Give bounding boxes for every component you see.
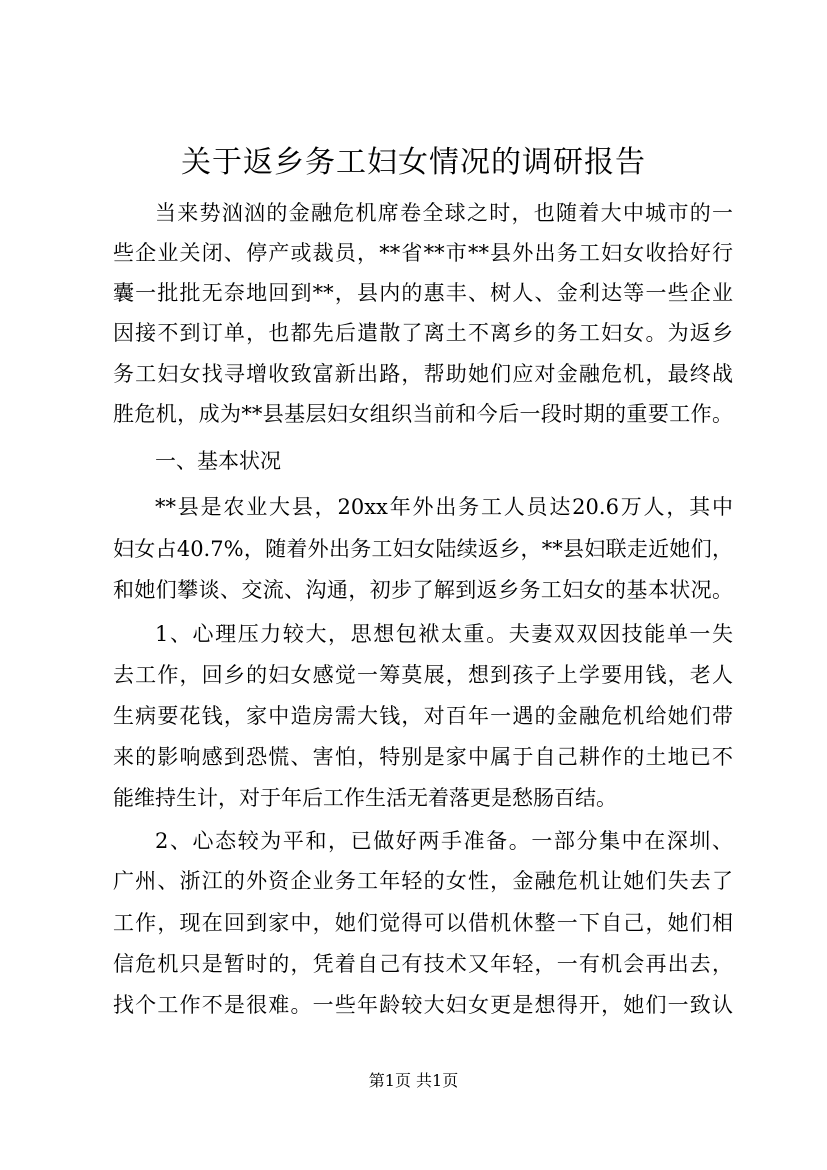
paragraph-line: 和她们攀谈、交流、沟通，初步了解到返乡务工妇女的基本状况。 [113,578,733,602]
paragraph-line: **县是农业大县，20xx年外出务工人员达20.6万人，其中 [155,495,733,519]
paragraph-line: 务工妇女找寻增收致富新出路，帮助她们应对金融危机，最终战 [113,362,733,386]
paragraph-line: 胜危机，成为**县基层妇女组织当前和今后一段时期的重要工作。 [113,402,733,426]
paragraph-line: 囊一批批无奈地回到**，县内的惠丰、树人、金利达等一些企业 [113,281,733,305]
paragraph-line: 广州、浙江的外资企业务工年轻的女性，金融危机让她们失去了 [113,869,733,893]
paragraph-line: 些企业关闭、停产或裁员，**省**市**县外出务工妇女收拾好行 [113,241,733,265]
paragraph-line: 2、心态较为平和，已做好两手准备。一部分集中在深圳、 [155,829,733,853]
paragraph-line: 生病要花钱，家中造房需大钱，对百年一遇的金融危机给她们带 [113,704,733,728]
paragraph-line: 来的影响感到恐慌、害怕，特别是家中属于自己耕作的土地已不 [113,745,733,769]
paragraph-line: 找个工作不是很难。一些年龄较大妇女更是想得开，她们一致认 [113,993,733,1017]
page-title: 关于返乡务工妇女情况的调研报告 [181,145,646,180]
page-footer: 第1页 共1页 [368,1071,459,1090]
section-heading: 一、基本状况 [155,449,281,473]
paragraph-line: 1、心理压力较大，思想包袱太重。夫妻双双因技能单一失 [155,622,733,646]
paragraph-line: 能维持生计，对于年后工作生活无着落更是愁肠百结。 [113,786,617,810]
paragraph-line: 妇女占40.7%，随着外出务工妇女陆续返乡，**县妇联走近她们， [113,537,733,561]
paragraph-line: 因接不到订单，也都先后遣散了离土不离乡的务工妇女。为返乡 [113,321,733,345]
paragraph-line: 当来势汹汹的金融危机席卷全球之时，也随着大中城市的一 [155,201,733,225]
paragraph-line: 去工作，回乡的妇女感觉一筹莫展，想到孩子上学要用钱，老人 [113,663,733,687]
paragraph-line: 工作，现在回到家中，她们觉得可以借机休整一下自己，她们相 [113,911,733,935]
paragraph-line: 信危机只是暂时的，凭着自己有技术又年轻，一有机会再出去， [113,952,733,976]
